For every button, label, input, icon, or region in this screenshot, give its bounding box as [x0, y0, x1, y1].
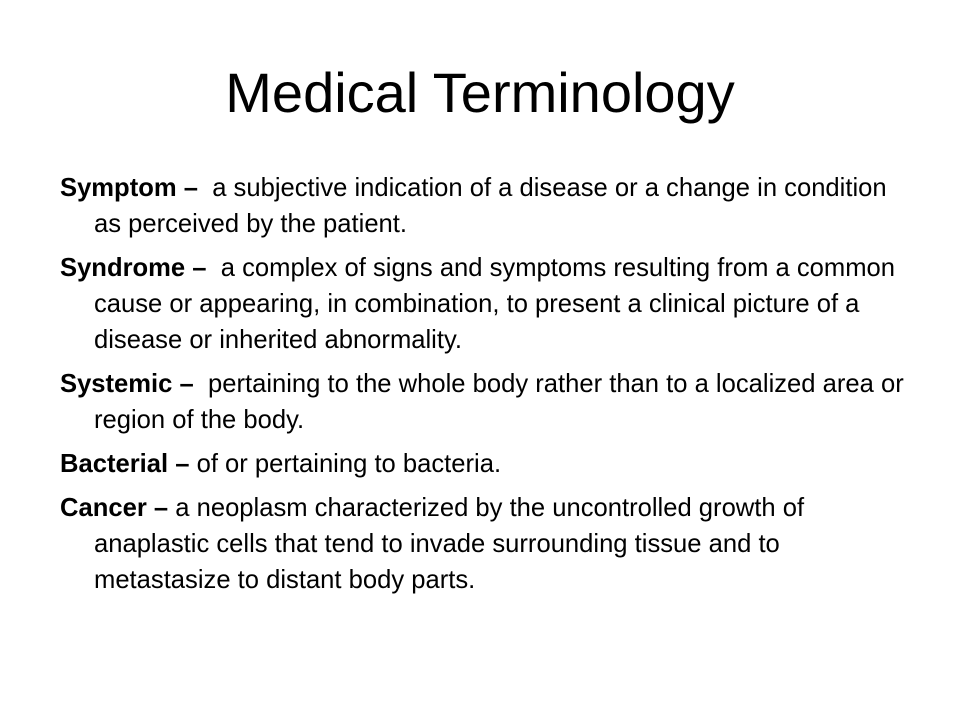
definition-text-systemic: pertaining to the whole body rather than to a localized area or region of the body.: [94, 370, 904, 434]
definition-list: [60, 170, 910, 606]
definition-item-systemic: [60, 366, 910, 438]
definition-text-syndrome: a complex of signs and symptoms resulting from a common cause or appearing, in combination, to present a clinical picture of a disease or inherited abnormality.: [94, 254, 895, 354]
term-bacterial: Bacterial –: [60, 450, 190, 478]
term-symptom: Symptom –: [60, 174, 198, 202]
definition-item-cancer: [60, 490, 910, 598]
definition-text-bacterial: of or pertaining to bacteria.: [196, 450, 502, 478]
term-systemic: Systemic –: [60, 370, 194, 398]
definition-item-symptom: [60, 170, 910, 242]
definition-text-cancer: a neoplasm characterized by the uncontrolled growth of anaplastic cells that tend to invade surrounding tissue and to metastasize to distant body parts.: [94, 494, 805, 594]
slide-title: Medical Terminology: [225, 61, 735, 124]
term-syndrome: Syndrome –: [60, 254, 207, 282]
definition-item-syndrome: [60, 250, 910, 358]
definition-item-bacterial: [60, 446, 910, 482]
definition-text-symptom: a subjective indication of a disease or a change in condition as perceived by the patient.: [94, 174, 887, 238]
term-cancer: Cancer –: [60, 494, 169, 522]
